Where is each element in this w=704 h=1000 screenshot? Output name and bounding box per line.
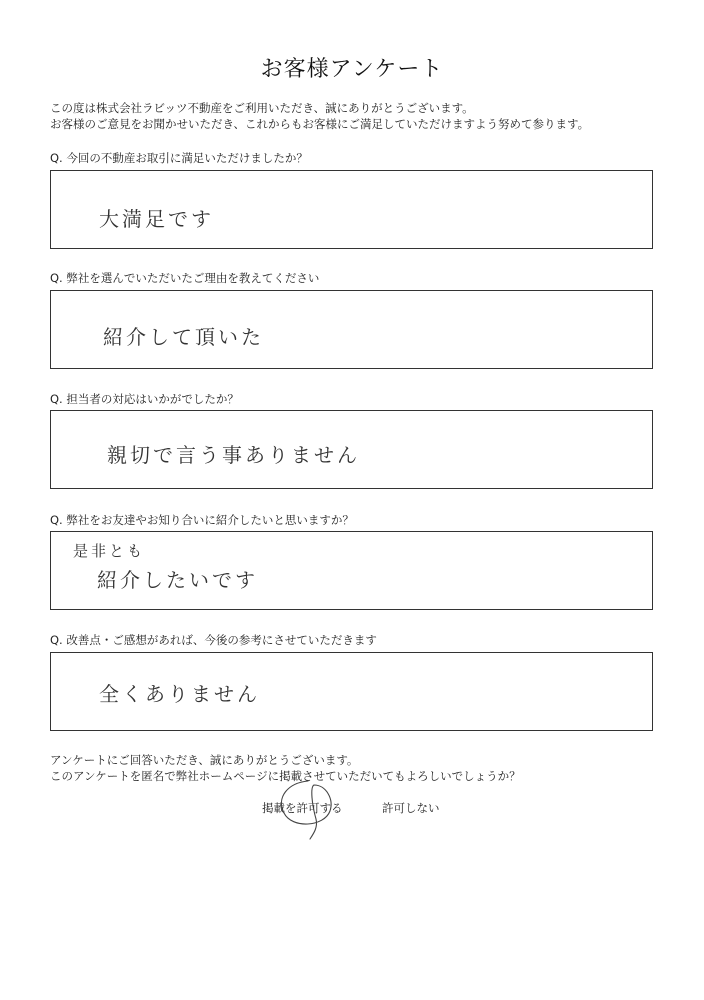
closing-line-2: このアンケートを匿名で弊社ホームページに掲載させていただいてもよろしいでしょうか？ [50,769,521,783]
question-4-answer-line-1: 是非とも [73,542,146,560]
question-2-answer: 紹介して頂いた [103,325,264,349]
page-title: お客様アンケート [260,57,444,82]
publish-deny-option[interactable]: 許可しない [382,801,440,815]
question-4-label: Q. 弊社をお友達やお知り合いに紹介したいと思いますか？ [50,513,354,527]
selection-circle-mark [270,775,350,845]
question-4-answer-box [50,531,653,610]
publish-allow-option[interactable]: 掲載を許可する [262,801,343,815]
question-1-answer-box [50,170,653,249]
question-1-answer: 大満足です [99,207,214,231]
intro-text [50,100,589,132]
question-3-answer-box [50,410,653,489]
question-1-label: Q. 今回の不動産お取引に満足いただけましたか？ [50,151,308,165]
question-3-answer: 親切で言う事ありません [107,443,360,467]
question-3-label: Q. 担当者の対応はいかがでしたか？ [50,392,239,406]
question-2-label: Q. 弊社を選んでいただいたご理由を教えてください [50,271,320,285]
closing-line-1: アンケートにご回答いただき、誠にありがとうございます。 [50,753,359,767]
question-2-answer-box [50,290,653,369]
question-5-answer: 全くありません [99,682,260,706]
question-5-answer-box [50,652,653,731]
question-5-label: Q. 改善点・ご感想があれば、今後の参考にさせていただきます [50,633,377,647]
intro-line-2: お客様のご意見をお聞かせいただき、これからもお客様にご満足していただけますよう努めて参ります。 [50,117,590,131]
intro-line-1: この度は株式会社ラビッツ不動産をご利用いただき、誠にありがとうございます。 [50,101,474,115]
question-4-answer-line-2: 紹介したいです [97,568,258,592]
